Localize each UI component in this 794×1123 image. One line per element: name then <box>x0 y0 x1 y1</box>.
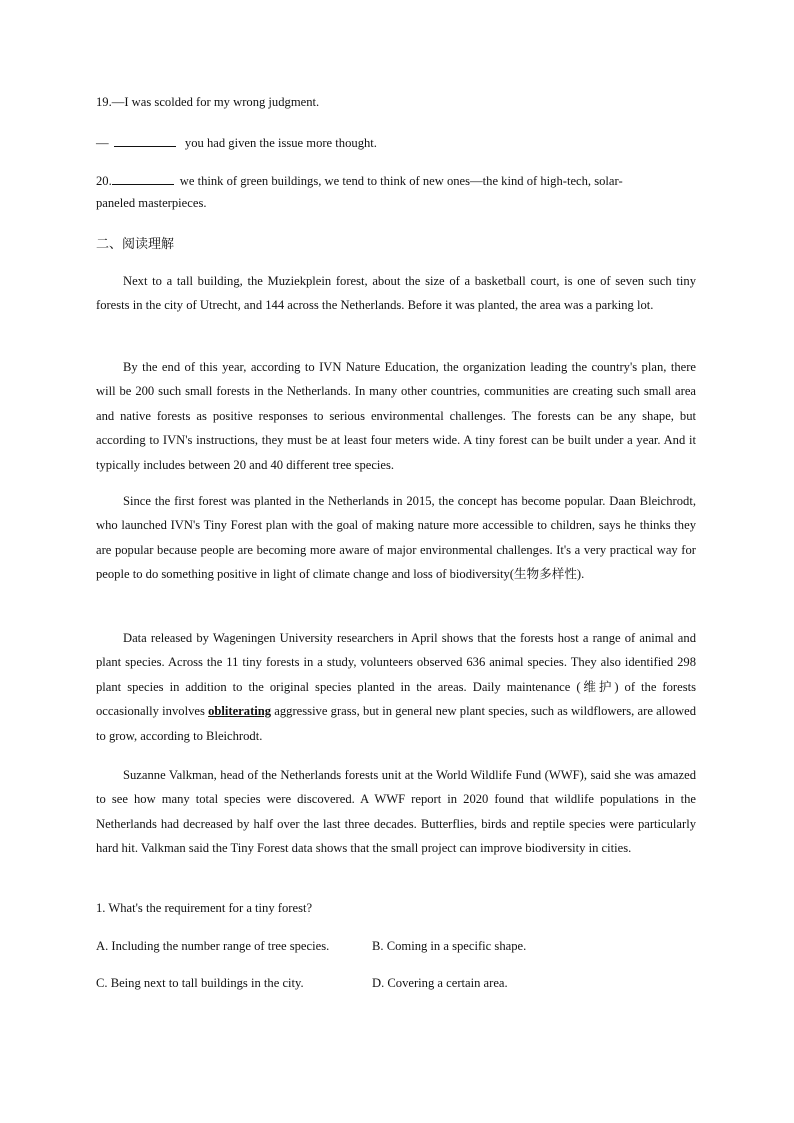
option-d[interactable]: D. Covering a certain area. <box>372 976 508 990</box>
section-heading: 二、阅读理解 <box>96 237 175 252</box>
question-number: 20. <box>96 174 112 188</box>
dash: — <box>96 136 109 150</box>
paragraph-text: Data released by Wageningen University researchers in April shows that the forests host a range of animal and plant species. Across the 11 tiny forests in a study, volunteers observed 636 animal species. They also identified 298 plant species in addition to the original species planted in the areas. Daily maintenance (维护) of the forests occasionally involves <box>96 631 696 719</box>
paragraph-text: Next to a tall building, the Muziekplein forest, about the size of a basketball court, is one of seven such tiny forests in the city of Utrecht, and 144 across the Netherlands. Before it was planted, the area was a parking lot. <box>96 274 696 313</box>
question-19-prompt: 19.—I was scolded for my wrong judgment. <box>96 95 320 109</box>
answer-blank-20[interactable] <box>112 172 174 185</box>
question-20-line1 <box>96 172 623 189</box>
passage-paragraph-2 <box>96 355 696 477</box>
question-19-rest: you had given the issue more thought. <box>184 136 377 150</box>
passage-paragraph-3 <box>96 489 696 587</box>
option-b[interactable]: B. Coming in a specific shape. <box>372 939 527 953</box>
highlighted-word: obliterating <box>208 704 272 719</box>
question-20-line2: paneled masterpieces. <box>96 196 207 210</box>
paragraph-text: aggressive grass, but in general new plant species, such as wildflowers, are allowed to grow, according to Bleichrodt. <box>96 704 697 743</box>
question-19-answer-line <box>96 134 377 151</box>
paragraph-text: Suzanne Valkman, head of the Netherlands forests unit at the World Wildlife Fund (WWF), said she was amazed to see how many total species were discovered. A WWF report in 2020 found that wildlife populations in the Netherlands had decreased by half over the last three decades. Butterflies, birds and reptile species were particularly hard hit. Valkman said the Tiny Forest data shows that the small project can improve biodiversity in cities. <box>96 768 696 856</box>
option-c[interactable]: C. Being next to tall buildings in the city. <box>96 976 304 990</box>
paragraph-text: Since the first forest was planted in the Netherlands in 2015, the concept has become popular. Daan Bleichrodt, who launched IVN's Tiny Forest plan with the goal of making nature more accessible to children, says he thinks they are popular because people are becoming more aware of major environmental challenges. It's a very practical way for people to do something positive in light of climate change and loss of biodiversity(生物多样性). <box>96 494 696 582</box>
passage-paragraph-4 <box>96 626 696 748</box>
option-a[interactable]: A. Including the number range of tree species. <box>96 939 330 953</box>
question-1-stem: 1. What's the requirement for a tiny forest? <box>96 901 313 915</box>
answer-blank-19[interactable] <box>114 134 176 147</box>
question-20-text: we think of green buildings, we tend to think of new ones—the kind of high-tech, solar- <box>179 174 623 188</box>
passage-paragraph-1 <box>96 269 696 318</box>
paragraph-text: By the end of this year, according to IVN Nature Education, the organization leading the country's plan, there will be 200 such small forests in the Netherlands. In many other countries, communities are creating such small area and native forests as positive responses to serious environmental challenges. The forests can be any shape, but according to IVN's instructions, they must be at least four meters wide. A tiny forest can be built under a year. And it typically includes between 20 and 40 different tree species. <box>96 360 696 472</box>
passage-paragraph-5 <box>96 763 696 861</box>
